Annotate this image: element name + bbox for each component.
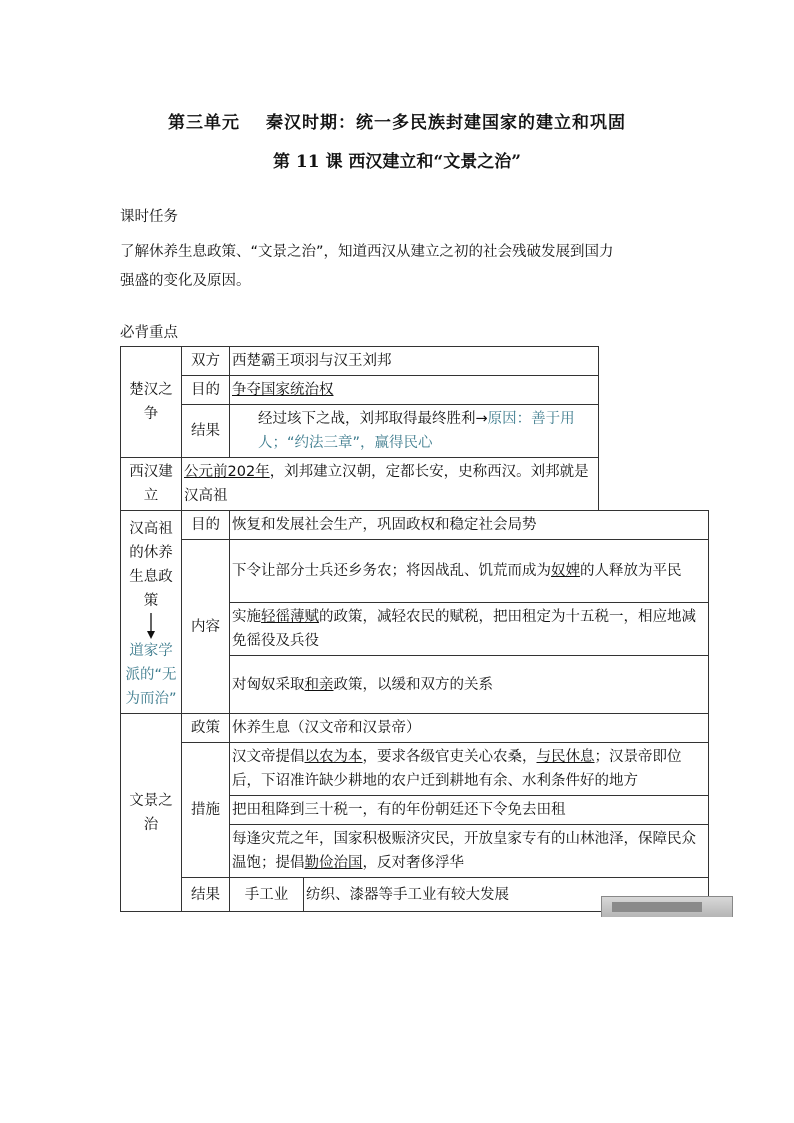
task-line-2: 强盛的变化及原因。	[120, 273, 251, 289]
unit-name: 秦汉时期：统一多民族封建国家的建立和巩固	[266, 113, 626, 133]
chuhan-title: 楚汉之争	[121, 347, 182, 458]
wenjing-title: 文景之治	[121, 714, 182, 912]
key-points-table	[120, 346, 709, 912]
xihan-date: 公元前202年	[184, 464, 270, 480]
table-row	[121, 540, 709, 603]
craft-label: 手工业	[230, 878, 304, 912]
xihan-title: 西汉建立	[121, 458, 182, 511]
unit-title	[0, 108, 794, 133]
gaozu-cell	[121, 511, 182, 714]
task-line-1: 了解休养生息政策、“文景之治”，知道西汉从建立之初的社会残破发展到国力	[120, 244, 614, 260]
thumbnail-cell	[599, 878, 709, 912]
sides-label: 双方	[182, 347, 230, 376]
artifact-thumbnail	[601, 896, 733, 917]
unit-number: 第三单元	[168, 113, 240, 133]
key-label: 必背重点	[120, 325, 178, 341]
gaozu-goal-label: 目的	[182, 511, 230, 540]
sides-value: 西楚霸王项羽与汉王刘邦	[230, 347, 599, 376]
table-row	[121, 511, 709, 540]
content-1: 下令让部分士兵还乡务农；将因战乱、饥荒而成为奴婢的人释放为平民	[230, 540, 709, 603]
craft-value: 纺织、漆器等手工业有较大发展	[304, 878, 599, 912]
gaozu-title: 汉高祖的休养生息政策	[129, 521, 173, 609]
measure-3: 每逢灾荒之年，国家积极赈济灾民，开放皇家专有的山林池泽，保障民众温饱；提倡勤俭治国，反对奢侈浮华	[230, 825, 709, 878]
content-label: 内容	[182, 540, 230, 714]
result-label: 结果	[182, 405, 230, 458]
goal-label: 目的	[182, 376, 230, 405]
measure-1: 汉文帝提倡以农为本，要求各级官吏关心农桑，与民休息；汉景帝即位后，下诏准许缺少耕地的农户迁到耕地有余、水利条件好的地方	[230, 743, 709, 796]
wj-result-label: 结果	[182, 878, 230, 912]
table-row	[121, 714, 709, 743]
policy-value: 休养生息（汉文帝和汉景帝）	[230, 714, 709, 743]
goal-value: 争夺国家统治权	[230, 376, 599, 405]
daoist-note: 道家学派的“无为而治”	[125, 643, 177, 707]
policy-label: 政策	[182, 714, 230, 743]
xihan-value: 公元前202年，刘邦建立汉朝，定都长安，史称西汉。刘邦就是汉高祖	[182, 458, 599, 511]
measure-label: 措施	[182, 743, 230, 878]
measure-2: 把田租降到三十税一，有的年份朝廷还下令免去田租	[230, 796, 709, 825]
task-label: 课时任务	[120, 209, 178, 225]
task-text	[120, 238, 700, 296]
result-value: 经过垓下之战，刘邦取得最终胜利→原因：善于用人；“约法三章”，赢得民心	[230, 405, 599, 458]
gaozu-goal-value: 恢复和发展社会生产，巩固政权和稳定社会局势	[230, 511, 709, 540]
content-3: 对匈奴采取和亲政策，以缓和双方的关系	[230, 656, 709, 714]
blank-cell	[599, 347, 709, 511]
table-row	[121, 347, 709, 376]
table-row	[121, 743, 709, 796]
down-arrow-icon	[146, 613, 156, 639]
content-2: 实施轻徭薄赋的政策，减轻农民的赋税，把田租定为十五税一，相应地减免徭役及兵役	[230, 603, 709, 656]
lesson-title: 第 11 课 西汉建立和“文景之治”	[273, 152, 521, 172]
result-reason: 原因：善于用人；“约法三章”，赢得民心	[258, 411, 575, 451]
table-row	[121, 878, 709, 912]
